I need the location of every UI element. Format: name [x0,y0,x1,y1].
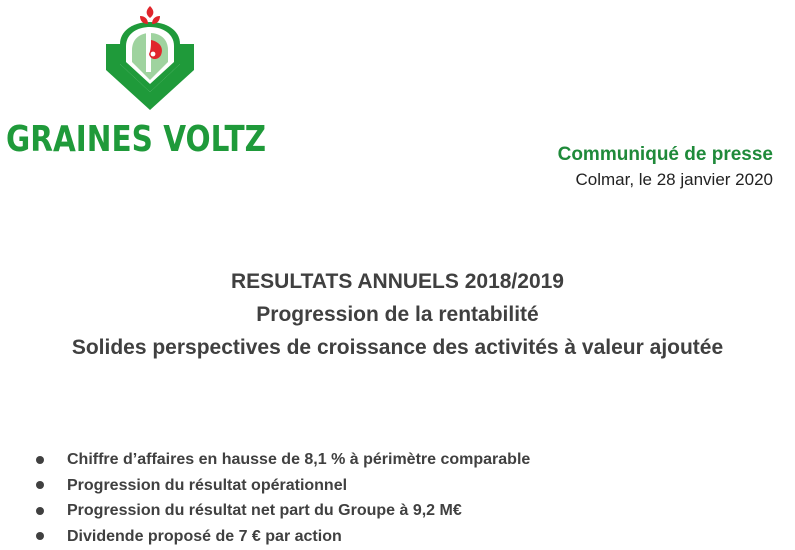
headline-line-1: RESULTATS ANNUELS 2018/2019 [231,270,564,293]
logo-emblem-icon [104,4,196,112]
highlight-text: Chiffre d’affaires en hausse de 8,1 % à périmètre comparable [67,451,531,468]
headline-line-3: Solides perspectives de croissance des activités à valeur ajoutée [71,336,724,359]
press-release-header [558,143,773,193]
list-item [36,473,530,499]
list-item [36,498,530,524]
headline [0,265,795,364]
press-release-title: Communiqué de presse [557,144,773,165]
highlight-text: Progression du résultat opérationnel [67,476,348,494]
list-item [36,524,530,550]
headline-line-2: Progression de la rentabilité [256,303,539,326]
logo-wordmark: GRAINES VOLTZ [6,119,267,160]
bullet-icon [36,456,44,464]
press-release-date: Colmar, le 28 janvier 2020 [575,170,773,189]
bullet-icon [36,532,44,540]
bullet-icon [36,507,44,515]
highlight-text: Progression du résultat net part du Groupe à 9,2 M€ [67,502,462,519]
highlights-list [36,447,530,549]
company-logo [0,0,300,170]
highlight-text: Dividende proposé de 7 € par action [67,527,342,545]
list-item [36,447,530,473]
bullet-icon [36,481,44,489]
